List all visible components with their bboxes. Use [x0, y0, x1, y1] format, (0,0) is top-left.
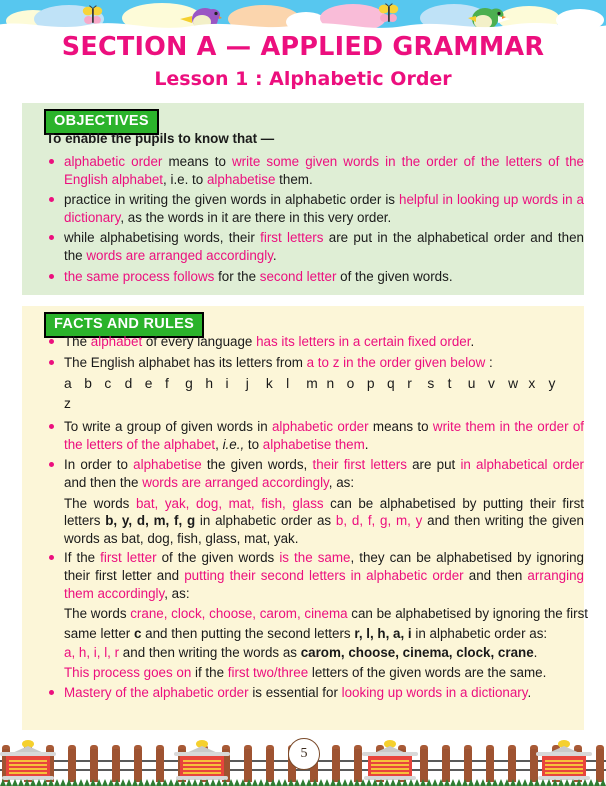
objective-item — [46, 191, 584, 226]
text-run: in alphabetical order — [460, 457, 584, 473]
text-run: and then writing the given words as bat, dog, fish, glass, mat, yak. — [64, 513, 584, 546]
text-run: Mastery of the alphabetic order — [64, 684, 249, 700]
text-run: the given words, — [201, 457, 313, 473]
text-run: and then — [463, 567, 528, 583]
alphabet-letter: f — [164, 376, 169, 392]
alphabet-letter: x — [528, 376, 536, 392]
text-run: and then the — [64, 474, 143, 490]
alphabet-letter: o — [346, 376, 355, 392]
text-run: has its letters in a certain fixed order — [256, 334, 471, 349]
bullet-dot — [49, 555, 54, 560]
text-run: write them in the order of the letters of the alphabet — [64, 419, 585, 452]
text-run: can be alphabetised by ignoring the first — [347, 606, 589, 622]
lamp-post-icon — [536, 740, 592, 780]
alphabet-letter: e — [144, 376, 153, 392]
fact-item — [46, 549, 584, 602]
text-run: In order to — [64, 457, 134, 473]
text-run: , as: — [164, 585, 190, 601]
facts-panel — [22, 306, 589, 730]
text-run: i.e., — [222, 436, 245, 452]
facts-bullet-group — [46, 549, 584, 602]
text-run: To write a group of given words in — [64, 419, 272, 435]
facts-bullet-group — [46, 418, 584, 453]
fact-example-line — [46, 605, 589, 623]
text-run: alphabetic order — [271, 419, 369, 435]
alphabet-letter: v — [487, 376, 496, 392]
alphabet-letter: q — [387, 376, 395, 392]
text-run: : — [485, 354, 493, 370]
objective-item — [46, 268, 584, 286]
page-title: SECTION A — APPLIED GRAMMAR — [61, 32, 545, 62]
bullet-dot — [49, 197, 54, 202]
alphabet-letter: j — [245, 376, 249, 392]
text-run: first letters — [260, 230, 324, 246]
text-run: This process goes on — [64, 664, 192, 680]
text-run: alphabetise — [133, 457, 202, 473]
bullet-dot — [49, 159, 54, 164]
fact-item — [46, 684, 584, 702]
text-run: , they can be alphabetised by ignoring their first letter and — [64, 550, 584, 583]
alphabet-letter: d — [124, 376, 133, 392]
lesson-subtitle: Lesson 1 : Alphabetic Order — [154, 68, 452, 90]
facts-bullet-group — [46, 456, 584, 491]
text-run: is essential for — [248, 684, 342, 700]
alphabet-letter: k — [265, 376, 273, 392]
text-run: . — [364, 436, 369, 452]
fact-example-line — [46, 495, 584, 548]
text-run: looking up words in a dictionary — [341, 684, 528, 700]
bullet-dot — [49, 339, 54, 344]
text-run: , i.e. to — [163, 171, 207, 187]
text-run: in alphabetic order as — [195, 513, 336, 529]
bullet-dot — [49, 462, 54, 467]
lamp-post-icon — [362, 740, 418, 780]
text-run: helpful in looking up words in a dictionary — [64, 192, 584, 225]
text-run: first two/three — [227, 664, 309, 680]
text-run: means to — [368, 419, 433, 435]
text-run: them. — [275, 171, 313, 187]
bullet-dot — [49, 690, 54, 695]
text-run: , as the words in it are there in this very order. — [120, 209, 392, 225]
text-run: . — [272, 247, 277, 263]
text-run: and then putting the second letters — [141, 625, 355, 641]
bullet-dot — [49, 424, 54, 429]
text-run: c — [133, 625, 142, 641]
text-run: r, l, h, a, i — [354, 625, 412, 641]
text-run: same letter — [64, 625, 134, 641]
lamp-post-icon — [0, 740, 56, 780]
objective-item — [46, 153, 584, 188]
text-run: practice in writing the given words in alphabetic order is — [64, 192, 400, 208]
header-decoration-band — [0, 0, 606, 34]
alphabet-letter: y — [548, 376, 556, 392]
text-run: of the given words — [156, 550, 280, 566]
alphabet-letter: i — [225, 376, 229, 392]
text-run: to — [244, 436, 263, 452]
text-run: The — [64, 334, 91, 349]
text-run: are put — [406, 457, 461, 473]
text-run: alphabetise them — [262, 436, 365, 452]
facts-bullet-group — [46, 684, 584, 702]
objectives-list — [46, 153, 584, 288]
fact-item — [46, 354, 584, 372]
lamp-post-icon — [174, 740, 230, 780]
text-run: the same process follows — [64, 268, 215, 284]
text-run: b, d, f, g, m, y — [335, 513, 423, 529]
alphabet-letter: n — [326, 376, 335, 392]
text-run: , as: — [328, 474, 355, 490]
text-run: a to z in the order given below — [306, 354, 486, 370]
fact-item — [46, 456, 584, 491]
fact-item — [46, 418, 584, 453]
text-run: crane, clock, choose, carom, cinema — [130, 606, 348, 622]
text-run: alphabetise — [206, 171, 276, 187]
bullet-dot — [49, 360, 54, 365]
alphabet-row — [46, 374, 584, 414]
text-run: . — [527, 684, 532, 700]
objectives-badge: OBJECTIVES — [44, 109, 159, 135]
text-run: The words — [64, 606, 131, 622]
fact-example-line — [46, 625, 584, 643]
alphabet-letter: m — [306, 376, 318, 392]
text-run: second letter — [259, 268, 337, 284]
alphabet-letter: a — [64, 376, 72, 392]
facts-list — [46, 333, 589, 704]
text-run: putting their second letters in alphabetic order — [184, 567, 464, 583]
facts-bullet-group — [46, 333, 584, 351]
alphabet-letter: b — [84, 376, 93, 392]
condensed-text — [64, 606, 588, 621]
text-run: of every language — [142, 334, 257, 349]
alphabet-letter: s — [427, 376, 435, 392]
facts-badge: FACTS AND RULES — [44, 312, 204, 338]
objectives-panel — [22, 103, 584, 295]
text-run: while alphabetising words, their — [64, 230, 261, 246]
text-run: of the given words. — [336, 268, 453, 284]
text-run: a, h, i, l, r — [64, 645, 120, 661]
grass-icon — [0, 777, 606, 786]
text-run: The words — [64, 495, 136, 511]
text-run: can be alphabetised by putting their first letters — [64, 495, 584, 529]
alphabet-letter: r — [407, 376, 412, 392]
alphabet-letter: l — [286, 376, 290, 392]
text-run: write some given words in the order of the letters of the English alphabet — [64, 154, 585, 187]
text-run: If the — [64, 550, 101, 566]
text-run: first letter — [100, 550, 157, 566]
text-run: , — [215, 436, 223, 452]
text-run: . — [470, 334, 475, 349]
text-run: if the — [191, 664, 228, 680]
text-run: words are arranged accordingly — [86, 247, 273, 263]
page-number: 5 — [288, 738, 320, 770]
text-run: for the — [214, 268, 260, 284]
alphabet-letter: c — [104, 376, 112, 392]
alphabet-letter: p — [366, 376, 375, 392]
text-run: words are arranged accordingly — [142, 474, 329, 490]
text-run: carom, choose, cinema, clock, crane — [300, 645, 534, 661]
text-run: is the same — [279, 550, 351, 566]
fact-example-line — [46, 644, 584, 662]
objectives-intro: To enable the pupils to know that — — [46, 131, 275, 146]
text-run: alphabetic order — [64, 154, 163, 169]
bullet-dot — [49, 274, 54, 279]
text-run: and then writing the words as — [119, 645, 301, 661]
text-run: bat, yak, dog, mat, fish, glass — [135, 495, 324, 511]
text-run: means to — [162, 154, 233, 169]
alphabet-letter: g — [185, 376, 193, 392]
alphabet-letter: w — [508, 376, 519, 392]
text-run: their first letters — [312, 457, 407, 473]
text-run: The English alphabet has its letters from — [64, 354, 307, 370]
text-run: b, y, d, m, f, g — [105, 513, 196, 529]
text-run: alphabet — [90, 334, 143, 349]
text-run: in alphabetic order as: — [411, 625, 548, 641]
bullet-dot — [49, 235, 54, 240]
text-run: arranging them accordingly — [64, 567, 584, 601]
text-run: letters of the given words are the same. — [308, 664, 547, 680]
facts-bullet-group — [46, 354, 584, 372]
alphabet-letter: z — [64, 396, 72, 412]
alphabet-letter: h — [205, 376, 214, 392]
fact-item — [46, 333, 584, 351]
text-run: are put in the alphabetical order and then the — [64, 230, 584, 263]
objective-item — [46, 229, 584, 264]
fact-example-line — [46, 664, 584, 682]
footer-decoration — [0, 734, 606, 786]
alphabet-letter: t — [447, 376, 452, 392]
alphabet-letter: u — [467, 376, 476, 392]
text-run: . — [533, 645, 538, 661]
